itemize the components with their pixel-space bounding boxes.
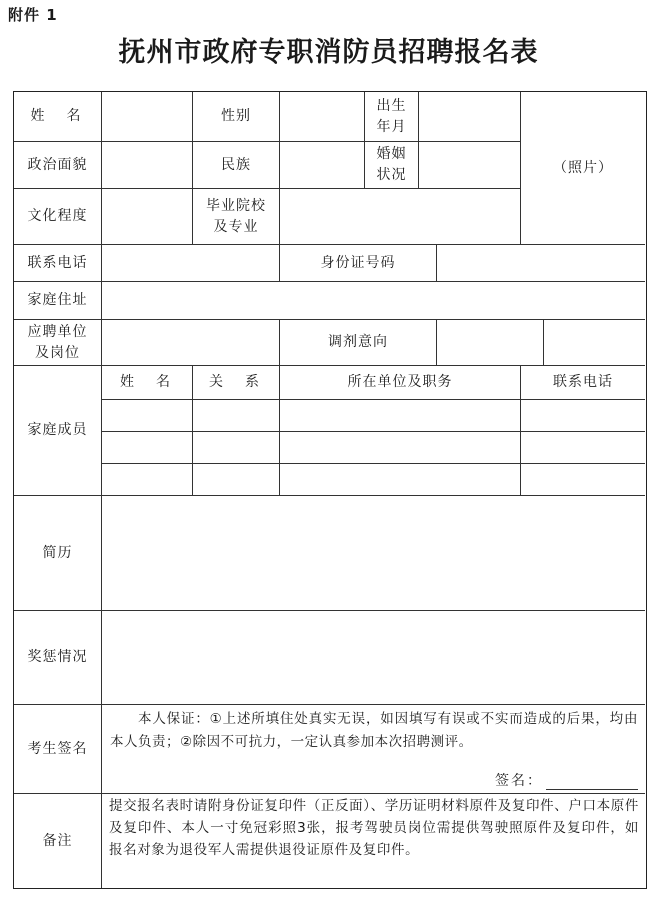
birth-label: 出生 年月	[376, 97, 407, 135]
awards-label: 奖惩情况	[27, 649, 88, 665]
gender-label: 性别	[221, 108, 251, 124]
family-header-phone: 联系电话	[553, 374, 613, 390]
remarks-label: 备注	[42, 832, 73, 849]
resume-input[interactable]	[102, 496, 645, 610]
remarks-text: 提交报名表时请附身份证复印件（正反面）、学历证明材料原件及复印件、户口本原件及复印件、本人一寸免冠彩照3张，报考驾驶员岗位需提供驾驶照原件及复印件，如报名对象为退役军人需提供退役证原件及复印件。	[109, 798, 639, 858]
signature-line[interactable]	[546, 789, 638, 790]
reassign-input-2[interactable]	[544, 320, 645, 365]
attachment-label: 附件 1	[8, 6, 58, 24]
marital-status-label: 婚姻 状况	[376, 146, 407, 183]
id-number-label: 身份证号码	[320, 254, 396, 271]
reassign-input-1[interactable]	[437, 320, 543, 365]
school-major-label: 毕业院校 及专业	[206, 197, 266, 235]
applied-unit-label: 应聘单位 及岗位	[27, 323, 88, 361]
signature-label: 签名：	[495, 773, 543, 789]
reassign-label: 调剂意向	[328, 334, 388, 350]
education-label: 文化程度	[27, 208, 88, 224]
resume-label: 简历	[42, 544, 73, 561]
birth-input[interactable]	[419, 92, 520, 141]
name-label: 姓 名	[30, 108, 85, 124]
family-members-label: 家庭成员	[27, 422, 88, 438]
address-label: 家庭住址	[27, 292, 88, 308]
name-input[interactable]	[102, 92, 192, 141]
family-header-employer: 所在单位及职务	[347, 374, 453, 390]
family-row-3[interactable]	[102, 464, 645, 495]
education-input[interactable]	[102, 189, 192, 244]
address-input[interactable]	[102, 282, 645, 319]
family-row-1[interactable]	[102, 400, 645, 431]
family-header-name: 姓 名	[120, 374, 174, 390]
family-header-relation: 关 系	[209, 374, 263, 390]
ethnicity-input[interactable]	[280, 142, 364, 188]
political-status-label: 政治面貌	[27, 156, 88, 173]
photo-placeholder[interactable]: （照片）	[553, 159, 613, 176]
row-divider	[14, 704, 645, 705]
pledge-text: 本人保证：①上述所填住处真实无误，如因填写有误或不实而造成的后果，均由本人负责；②除因不可抗力，一定认真参加本次招聘测评。	[110, 711, 638, 750]
signature-section-label: 考生签名	[27, 740, 88, 757]
form-title: 抚州市政府专职消防员招聘报名表	[118, 37, 539, 68]
row-divider	[14, 793, 645, 794]
political-status-input[interactable]	[102, 142, 192, 188]
school-major-input[interactable]	[280, 189, 520, 244]
ethnicity-label: 民族	[221, 156, 251, 173]
marital-status-input[interactable]	[419, 142, 520, 188]
awards-input[interactable]	[102, 611, 645, 704]
phone-input[interactable]	[102, 245, 279, 281]
id-number-input[interactable]	[437, 245, 645, 281]
phone-label: 联系电话	[27, 254, 88, 271]
gender-input[interactable]	[280, 92, 364, 141]
applied-unit-input[interactable]	[102, 320, 279, 365]
registration-form-table	[13, 91, 647, 889]
family-row-2[interactable]	[102, 432, 645, 463]
